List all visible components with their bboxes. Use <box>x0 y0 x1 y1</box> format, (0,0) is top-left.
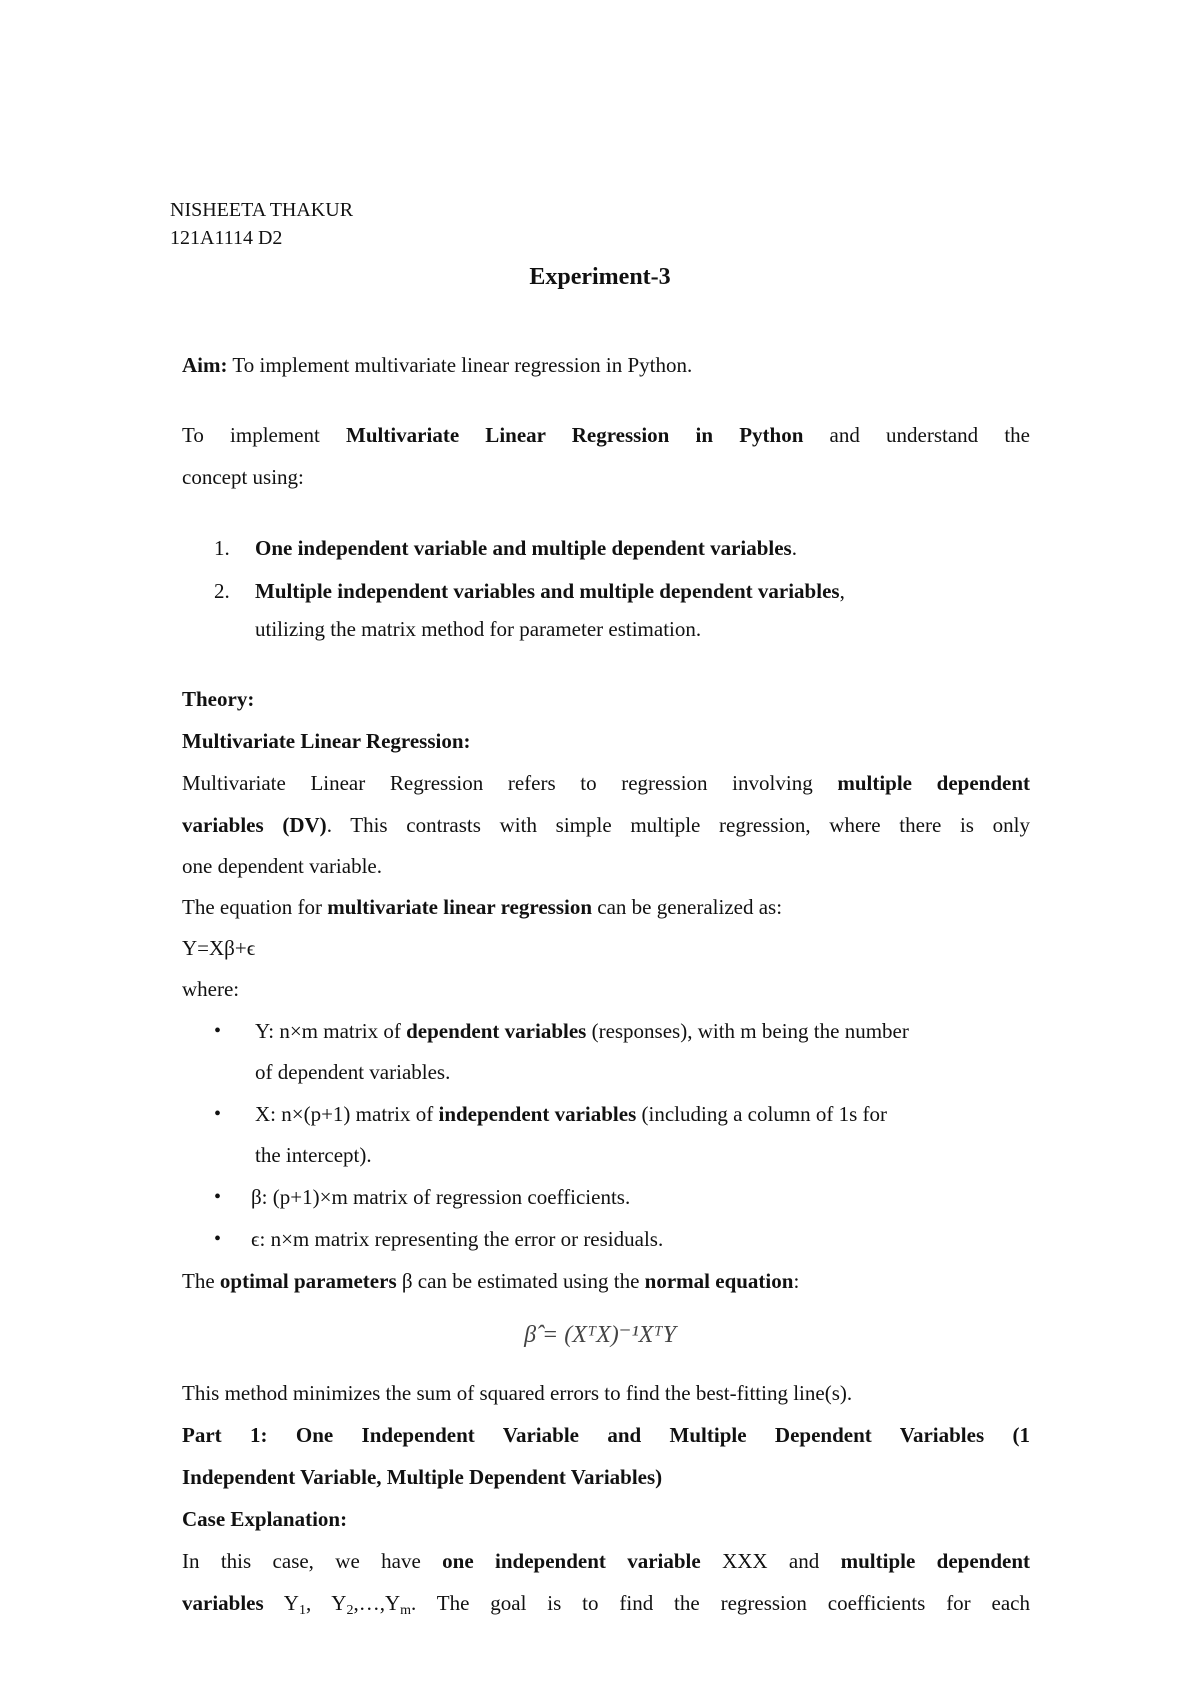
case-text-c: XXX and <box>700 1549 841 1573</box>
case-bold-2: multiple dependent <box>840 1549 1030 1573</box>
list-number-2: 2. <box>214 579 230 603</box>
bullet-y-bold: dependent variables <box>406 1019 587 1043</box>
normal-equation-formula: β̂ = (XᵀX)⁻¹XᵀY <box>524 1322 676 1348</box>
list-item-2-bold: Multiple independent variables and multiple dependent variables <box>255 579 840 603</box>
intro-bold: Multivariate Linear Regression in Python <box>346 423 804 447</box>
case-text-end: . The goal is to find the regression coefficients for each <box>411 1591 1031 1615</box>
p2-text-a: The equation for <box>182 895 328 919</box>
intro-text: To implement <box>182 423 347 447</box>
optimal-a: The <box>182 1269 220 1293</box>
list-item-2-cont: utilizing the matrix method for parameter estimation. <box>255 617 702 641</box>
part1-heading-line2: Independent Variable, Multiple Dependent Variables) <box>182 1465 663 1489</box>
theory-text: Multivariate Linear Regression refers to regression involving <box>182 771 838 795</box>
aim-label: Aim: <box>182 353 228 377</box>
optimal-c: β can be estimated using the <box>396 1269 645 1293</box>
bullet-dot-icon: • <box>214 1103 222 1125</box>
where-label: where: <box>182 977 240 1001</box>
optimal-bold-1: optimal parameters <box>219 1269 397 1293</box>
roll-number: 121A1114 D2 <box>170 227 283 249</box>
theory-p2 <box>182 894 1030 920</box>
bullet-item-x-cont: the intercept). <box>255 1143 372 1167</box>
theory-p1-line2 <box>182 812 1030 838</box>
bullet-dot-icon: • <box>214 1228 222 1250</box>
minimize-line: This method minimizes the sum of squared errors to find the best-fitting line(s). <box>182 1381 853 1405</box>
optimal-bold-2: normal equation <box>644 1269 794 1293</box>
bullet-item-beta: β: (p+1)×m matrix of regression coefficients. <box>251 1185 631 1209</box>
theory-p1-line1 <box>182 770 1030 796</box>
theory-text-2: . This contrasts with simple multiple regression, where there is only <box>326 813 1030 837</box>
bullet-item-y <box>255 1018 1035 1044</box>
list-item-1-bold: One independent variable and multiple dependent variables <box>255 536 792 560</box>
bullet-item-epsilon: ϵ: n×m matrix representing the error or residuals. <box>251 1227 664 1251</box>
case-bold-1: one independent variable <box>442 1549 701 1573</box>
optimal-e: : <box>793 1269 800 1293</box>
bullet-item-y-cont: of dependent variables. <box>255 1060 451 1084</box>
bullet-y-a: Y: n×m matrix of <box>255 1019 407 1043</box>
list-item-1-rest: . <box>791 536 797 560</box>
bullet-dot-icon: • <box>214 1020 222 1042</box>
bullet-y-c: (responses), with m being the number <box>586 1019 909 1043</box>
list-item-1 <box>255 535 1103 561</box>
aim-text: To implement multivariate linear regression in Python. <box>227 353 693 377</box>
case-p-line2 <box>182 1590 1030 1616</box>
case-text-a: In this case, we have <box>182 1549 443 1573</box>
p2-bold: multivariate linear regression <box>327 895 592 919</box>
case-p-line1 <box>182 1548 1030 1574</box>
intro-text-end: and understand the <box>803 423 1030 447</box>
page-title: Experiment-3 <box>529 264 671 290</box>
case-y1: Y <box>263 1591 299 1615</box>
case-sub-1: 1 <box>298 1603 306 1618</box>
aim-line <box>182 352 1030 378</box>
list-item-2-rest: , <box>839 579 845 603</box>
theory-subheading: Multivariate Linear Regression: <box>182 729 471 753</box>
list-item-2 <box>255 578 1103 604</box>
theory-bold-dv: variables (DV) <box>182 813 327 837</box>
theory-p1-line3: one dependent variable. <box>182 854 382 878</box>
case-explanation-heading: Case Explanation: <box>182 1507 348 1531</box>
case-y3: ,…,Y <box>353 1591 401 1615</box>
part1-heading-line1: Part 1: One Independent Variable and Multiple Dependent Variables (1 <box>182 1423 1030 1447</box>
intro-line-2: concept using: <box>182 465 304 489</box>
author-name: NISHEETA THAKUR <box>170 199 354 221</box>
bullet-x-c: (including a column of 1s for <box>636 1102 888 1126</box>
case-y2: , Y <box>305 1591 347 1615</box>
bullet-x-a: X: n×(p+1) matrix of <box>255 1102 439 1126</box>
p2-text-c: can be generalized as: <box>592 895 783 919</box>
bullet-dot-icon: • <box>214 1186 222 1208</box>
bullet-x-bold: independent variables <box>438 1102 637 1126</box>
theory-bold: multiple dependent <box>837 771 1030 795</box>
list-number-1: 1. <box>214 536 230 560</box>
theory-heading: Theory: <box>182 687 255 711</box>
intro-line-1 <box>182 422 1030 448</box>
optimal-line <box>182 1268 1030 1294</box>
case-sub-m: m <box>400 1603 412 1618</box>
equation-line: Y=Xβ+ϵ <box>182 936 256 960</box>
case-bold-variables: variables <box>182 1591 264 1615</box>
bullet-item-x <box>255 1101 1035 1127</box>
case-sub-2: 2 <box>346 1603 354 1618</box>
